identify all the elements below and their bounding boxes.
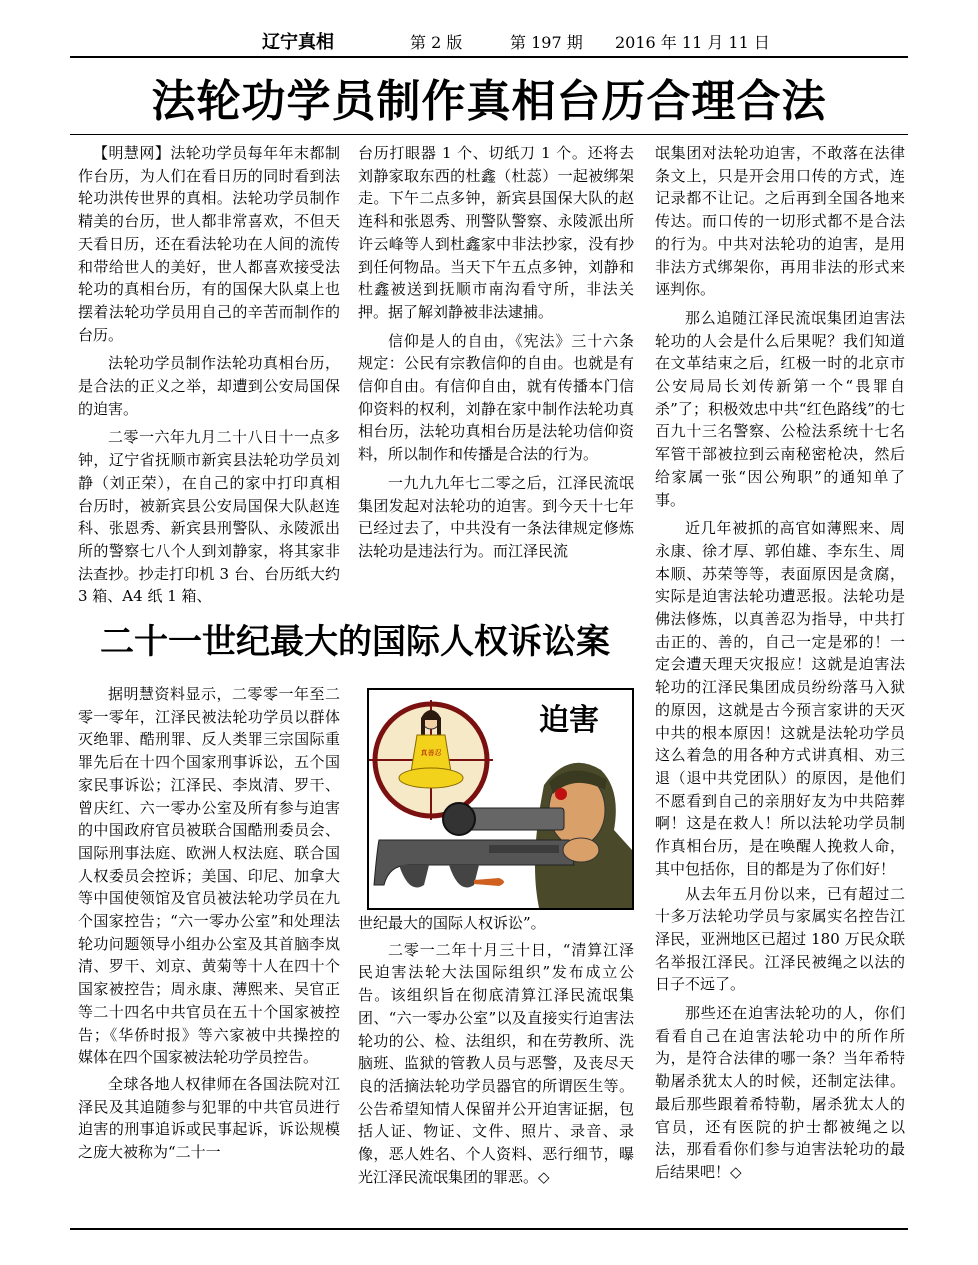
issue-date: 2016 年 11 月 11 日	[615, 33, 770, 52]
rifle-magazine	[449, 865, 479, 888]
issue-number: 第 197 期	[510, 33, 583, 52]
cap-badge-icon	[555, 788, 567, 800]
headline: 法轮功学员制作真相台历合理合法	[151, 76, 827, 127]
rifle-grip	[399, 865, 429, 888]
subheadline: 二十一世纪最大的国际人权诉讼案	[100, 622, 610, 662]
headline-rule	[70, 134, 908, 135]
figure-legs	[399, 768, 463, 788]
article1-column-2	[358, 142, 634, 563]
paragraph: 一九九九年七二零之后，江泽民流氓集团发起对法轮功的迫害。到今天十七年已经过去了，中共没有一条法律规定修炼法轮功是违法行为。而江泽民流	[358, 473, 634, 560]
paper-name: 辽宁真相	[262, 32, 334, 53]
rifle-barrel	[489, 845, 559, 853]
paragraph: 那些还在迫害法轮功的人，你们看看自己在迫害法轮功中的所作所为，是符合法律的哪一条？当年希特勒屠杀犹太人的时候，还制定法律。最后那些跟着希特勒，屠杀犹太人的官员，还有医院的护士都被绳之以法，那看看你们参与迫害法轮功的最后结果吧！◇	[655, 1004, 905, 1181]
paragraph: 据明慧资料显示，二零零一年至二零一零年，江泽民被法轮功学员以群体灭绝罪、酷刑罪、反人类罪三宗国际重罪先后在十四个国家刑事诉讼，五个国家民事诉讼；江泽民、李岚清、罗干、曾庆红、六一零办公室及所有参与迫害的中国政府官员被联合国酷刑委员会、国际刑事法庭、欧洲人权法庭、联合国人权委员会控诉；美国、印尼、加拿大等中国使领馆及官员被法轮功学员在九个国家控告；“六一零办公室”和处理法轮功问题领导小组办公室及其首脑李岚清、罗干、刘京、黄菊等十人在四十个国家被控告；周永康、薄熙来、吴官正等二十四名中共官员在五十个国家被控告；《华侨时报》等六家被中共操控的媒体在四个国家被法轮功学员控告。	[78, 685, 340, 1067]
header-rule	[70, 56, 908, 58]
footer-rule	[70, 1228, 908, 1230]
article1-column-1	[78, 142, 340, 608]
masthead	[0, 28, 978, 54]
paragraph: 法轮功学员制作法轮功真相台历，是合法的正义之举，却遭到公安局国保的迫害。	[78, 354, 340, 418]
paragraph: 【明慧网】法轮功学员每年年末都制作台历，为人们在看日历的同时看到法轮功洪传世界的真相。法轮功学员制作精美的台历，世人都非常喜欢，不但天天看日历，还在看法轮功在人间的流传和带给世人的美好，世人都喜欢接受法轮功的真相台历，有的国保大队桌上也摆着法轮功学员用自己的辛苦而制作的台历。	[78, 144, 340, 344]
paragraph: 那么追随江泽民流氓集团迫害法轮功的人会是什么后果呢？我们知道在文革结束之后，红极一时的北京市公安局局长刘传新第一个“畏罪自杀”了；积极效忠中共“红色路线”的七百九十三名警察、公检法系统十七名军管干部被拉到云南秘密枪决，然后给家属一张“因公殉职”的通知单了事。	[655, 308, 905, 509]
soldier-hand	[563, 838, 599, 862]
paragraph: 氓集团对法轮功迫害，不敢落在法律条文上，只是开会用口传的方式，连记录都不让记。之后再到全国各地来传达。而口传的一切形式都不是合法的行为。中共对法轮功的迫害，是用非法方式绑架你，再用非法的形式来诬判你。	[655, 144, 905, 299]
illustration-svg	[369, 690, 632, 908]
scope-lens-icon	[443, 803, 475, 835]
illustration-label: 迫害	[539, 703, 599, 738]
paragraph: 近几年被抓的高官如薄熙来、周永康、徐才厚、郭伯雄、李东生、周本顺、苏荣等等，表面原因是贪腐，实际是迫害法轮功遭恶报。法轮功是佛法修炼，以真善忍为指导，中共打击正的、善的，自己一定是邪的！一定会遭天理天灾报应！这就是迫害法轮功的江泽民集团成员纷纷落马入狱的原因，这就是古今预言家讲的天灭中共的根本原因！这就是法轮功学员这么着急的用各种方式讲真相、劝三退（退中共党团队）的原因，是他们不愿看到自己的亲朋好友为中共陪葬啊！这是在救人！所以法轮功学员制作真相台历，是在唤醒人挽救人命，其中包括你，目的都是为了你们好！	[655, 519, 905, 878]
paragraph: 信仰是人的自由，《宪法》三十六条规定：公民有宗教信仰的自由。也就是有信仰自由。有信仰自由，就有传播本门信仰资料的权利，刘静在家中制作法轮功真相台历，法轮功真相台历是法轮功信仰资料，所以制作和传播是合法的行为。	[358, 331, 634, 464]
paragraph: 世纪最大的国际人权诉讼”。	[358, 914, 546, 932]
edition: 第 2 版	[410, 33, 463, 52]
article2-column-1	[78, 683, 340, 1164]
shirt-text: 真善忍	[420, 749, 442, 757]
paragraph: 台历打眼器 1 个、切纸刀 1 个。还将去刘静家取东西的杜鑫（杜蕊）一起被绑架走。下午二点多钟，新宾县国保大队的赵连科和张恩秀、刑警队警察、永陵派出所许云峰等人到杜鑫家中非法抄家，没有抄到任何物品。当天下午五点多钟，刘静和杜鑫被送到抚顺市南沟看守所，非法关押。据了解刘静被非法逮捕。	[358, 144, 634, 321]
paragraph: 二零一六年九月二十八日十一点多钟，辽宁省抚顺市新宾县法轮功学员刘静（刘正荣），在自己的家中打印真相台历时，被新宾县公安局国保大队赵连科、张恩秀、新宾县刑警队、永陵派出所的警察七八个人到刘静家，将其家非法查抄。抄走打印机 3 台、台历纸大约 3 箱、A4 纸 1 箱、	[78, 428, 340, 606]
article2-column-2	[358, 912, 634, 1188]
paragraph: 全球各地人权律师在各国法院对江泽民及其追随参与犯罪的中共官员进行迫害的刑事追诉或民事起诉，诉讼规模之庞大被称为“二十一	[78, 1074, 340, 1162]
persecution-illustration	[367, 688, 634, 910]
paragraph: 从去年五月份以来，已有超过二十多万法轮功学员与家属实名控告江泽民，亚洲地区已超过 180 万民众联名举报江泽民。江泽民被绳之以法的日子不远了。	[655, 884, 905, 994]
article1-column-3	[655, 142, 905, 1184]
bullet-icon	[474, 878, 504, 886]
paragraph: 二零一二年十月三十日，“清算江泽民迫害法轮大法国际组织”发布成立公告。该组织旨在彻底清算江泽民流氓集团、“六一零办公室”以及直接实行迫害法轮功的公、检、法组织，和在劳教所、洗脑班、监狱的管教人员与恶警，及丧尽天良的活摘法轮功学员器官的所谓医生等。公告希望知情人保留并公开迫害证据，包括人证、物证、文件、照片、录音、录像，恶人姓名、个人资料、恶行细节，曝光江泽民流氓集团的罪恶。◇	[358, 940, 634, 1186]
